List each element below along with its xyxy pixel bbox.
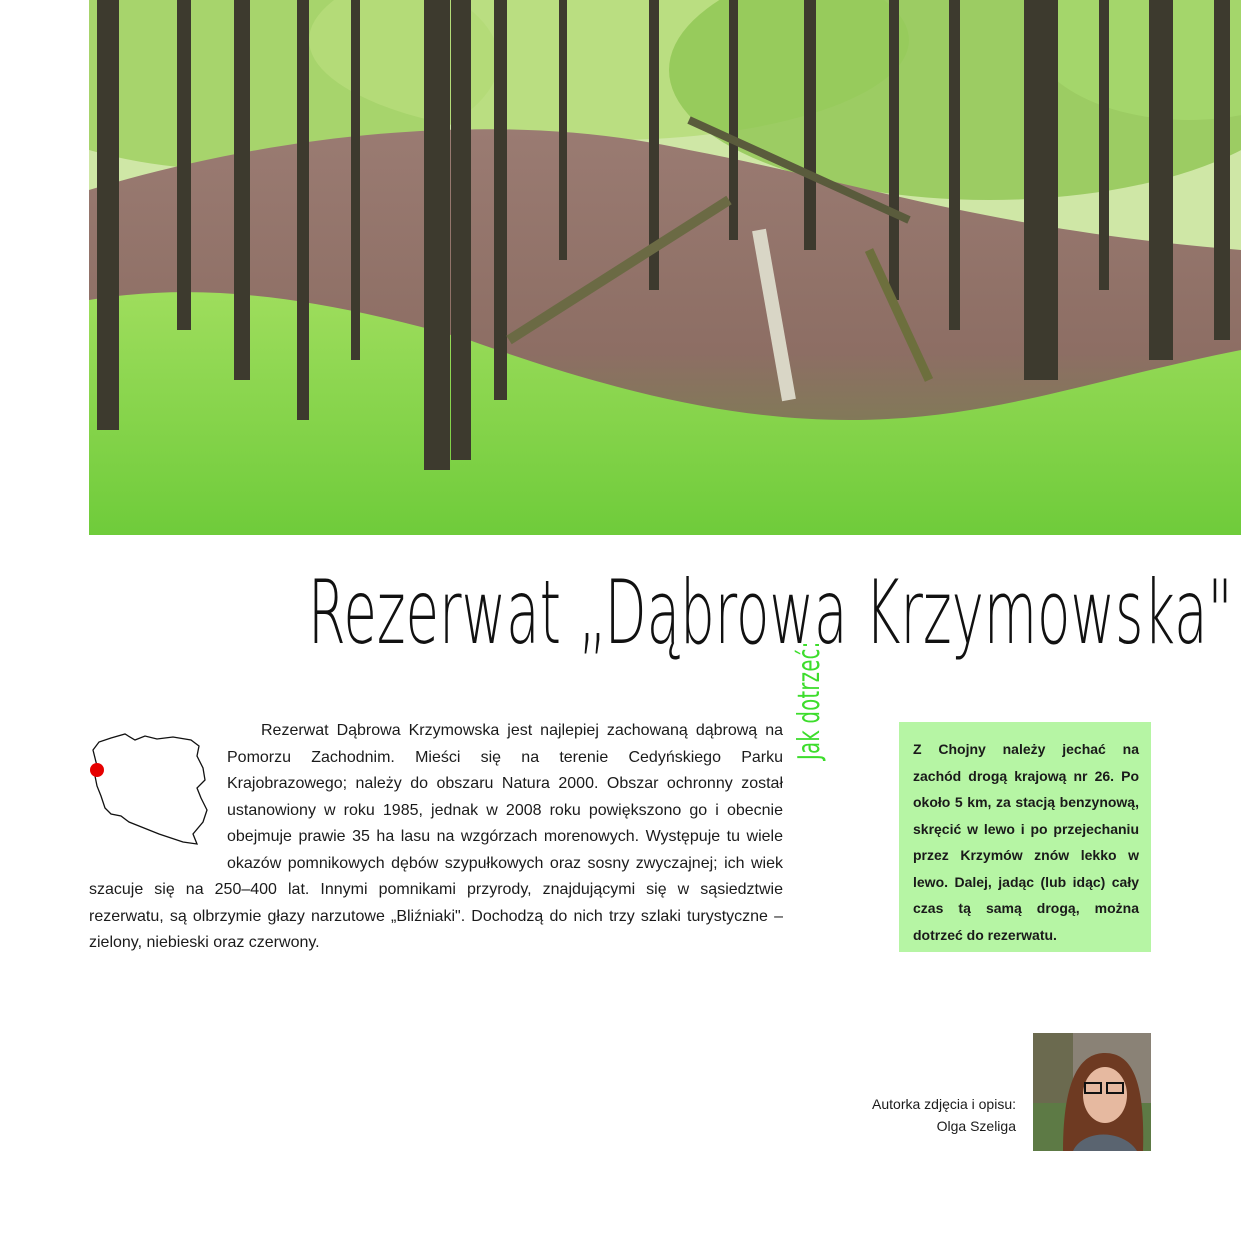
author-name: Olga Szeliga <box>936 1118 1016 1134</box>
page-title: Rezerwat „Dąbrowa Krzymowska" <box>307 561 1233 664</box>
author-portrait <box>1033 1033 1151 1151</box>
article-paragraph: Rezerwat Dąbrowa Krzymowska jest najlepiej zachowaną dąbrową na Pomorzu Zachodnim. Mieści się na terenie Cedyńskiego Parku Krajobrazowego; należy do obszaru Natura 2000. Obszar ochronny został ustanowiony w roku 1985, jednak w 2008 roku powiększono go i obecnie obejmuje prawie 35 ha lasu na wzgórzach morenowych. Występuje tu wiele okazów pomnikowych dębów szypułkowych oraz sosny zwyczajnej; ich wiek szacuje się na 250–400 lat. Innymi pomnikami przyrody, znajdującymi się w sąsiedztwie rezerwatu, są olbrzymie głazy narzutowe „Bliźniaki". Dochodzą do nich trzy szlaki turystyczne – zielony, niebieski oraz czerwony. <box>89 722 783 951</box>
author-credit <box>800 1093 1016 1137</box>
author-role: Autorka zdjęcia i opisu: <box>872 1096 1016 1112</box>
hero-photo <box>89 0 1241 535</box>
directions-label <box>792 610 852 760</box>
directions-box <box>899 722 1151 952</box>
directions-text: Z Chojny należy jechać na zachód drogą krajową nr 26. Po około 5 km, za stacją benzynową, skręcić w lewo i po przejechaniu przez Krzymów znów lekko w lewo. Dalej, jadąc (lub idąc) cały czas tą samą drogą, można dotrzeć do rezerwatu. <box>913 741 1139 943</box>
portrait-illustration <box>1033 1033 1151 1151</box>
article-body <box>89 718 783 957</box>
forest-illustration <box>89 0 1241 535</box>
directions-label-text: Jak dotrzeć: <box>792 641 827 760</box>
